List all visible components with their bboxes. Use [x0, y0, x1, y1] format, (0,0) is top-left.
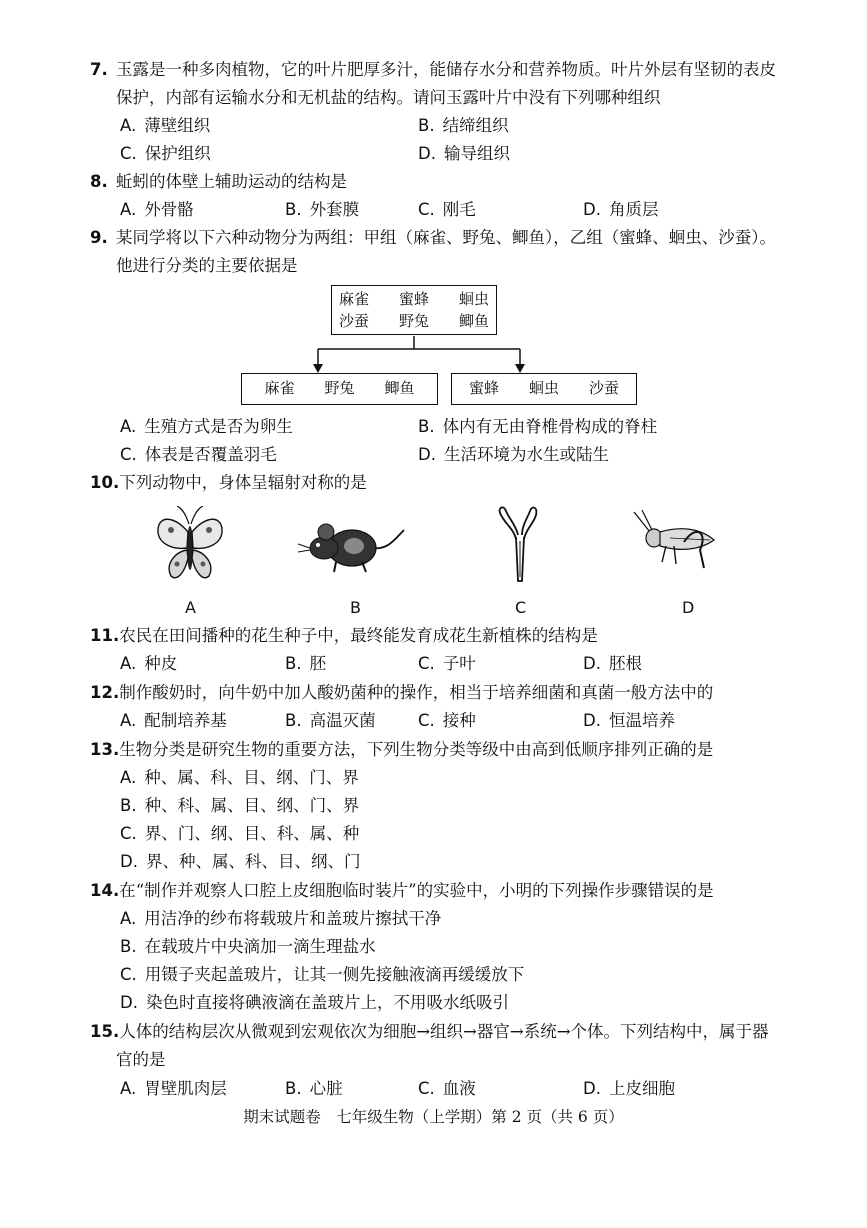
option-a[interactable]: A. 用洁净的纱布将载玻片和盖玻片擦拭干净 [120, 909, 442, 928]
question-number: 11. [90, 626, 120, 645]
option-c[interactable]: C. 子叶 [418, 654, 476, 673]
option-d[interactable]: D. 恒温培养 [583, 711, 675, 730]
question-number: 7. [90, 60, 108, 79]
option-a[interactable]: A. 薄壁组织 [120, 116, 211, 135]
group-yi-box: 蜜蜂 蛔虫 沙蚕 [451, 373, 637, 405]
question-13 [90, 736, 820, 764]
group-jia-box: 麻雀 野兔 鲫鱼 [241, 373, 438, 405]
option-c[interactable]: C. 界、门、纲、目、科、属、种 [120, 824, 360, 843]
option-c[interactable]: C. 用镊子夹起盖玻片，让其一侧先接触液滴再缓缓放下 [120, 965, 525, 984]
option-b[interactable]: B. 心脏 [285, 1079, 343, 1098]
option-d[interactable]: D. 生活环境为水生或陆生 [418, 445, 609, 464]
all-animals-box: 麻雀 蜜蜂 蛔虫 沙蚕 野兔 鲫鱼 [331, 285, 497, 335]
question-stem: 制作酸奶时，向牛奶中加人酸奶菌种的操作，相当于培养细菌和真菌一般方法中的 [119, 683, 714, 702]
question-number: 10. [90, 473, 120, 492]
butterfly-icon [155, 506, 225, 586]
option-a[interactable]: A. 生殖方式是否为卵生 [120, 417, 293, 436]
option-a[interactable]: A. 配制培养基 [120, 711, 227, 730]
question-15 [90, 1018, 820, 1046]
question-9 [90, 224, 820, 252]
page-footer: 期末试题卷 七年级生物（上学期）第 2 页（共 6 页） [243, 1108, 624, 1126]
mouse-icon [296, 516, 406, 576]
option-b[interactable]: B. 种、科、属、目、纲、门、界 [120, 796, 360, 815]
question-10 [90, 469, 820, 497]
question-8 [90, 168, 820, 196]
question-stem: 人体的结构层次从微观到宏观依次为细胞→组织→器官→系统→个体。下列结构中，属于器 [119, 1022, 769, 1041]
option-a[interactable]: A. 种皮 [120, 654, 178, 673]
question-stem: 蚯蚓的体壁上辅助运动的结构是 [116, 172, 347, 191]
grasshopper-icon [630, 510, 720, 580]
option-c[interactable]: C. 刚毛 [418, 200, 476, 219]
figure-label-b: B [350, 598, 361, 617]
question-stem-cont: 他进行分类的主要依据是 [116, 256, 298, 275]
option-b[interactable]: B. 体内有无由脊椎骨构成的脊柱 [418, 417, 658, 436]
question-number: 15. [90, 1022, 120, 1041]
option-c[interactable]: C. 保护组织 [120, 144, 211, 163]
option-b[interactable]: B. 外套膜 [285, 200, 360, 219]
option-b[interactable]: B. 胚 [285, 654, 327, 673]
question-7 [90, 56, 820, 84]
option-a[interactable]: A. 种、属、科、目、纲、门、界 [120, 768, 359, 787]
option-d[interactable]: D. 上皮细胞 [583, 1079, 675, 1098]
question-number: 12. [90, 683, 120, 702]
question-number: 14. [90, 881, 120, 900]
question-11 [90, 622, 820, 650]
option-b[interactable]: B. 在载玻片中央滴加一滴生理盐水 [120, 937, 376, 956]
option-b[interactable]: B. 高温灭菌 [285, 711, 376, 730]
question-number: 9. [90, 228, 108, 247]
question-number: 8. [90, 172, 108, 191]
question-12 [90, 679, 820, 707]
option-a[interactable]: A. 外骨骼 [120, 200, 194, 219]
figure-label-a: A [185, 598, 196, 617]
option-c[interactable]: C. 接种 [418, 711, 476, 730]
question-stem: 在“制作并观察人口腔上皮细胞临时装片”的实验中，小明的下列操作步骤错误的是 [119, 881, 714, 900]
option-d[interactable]: D. 角质层 [583, 200, 659, 219]
option-c[interactable]: C. 血液 [418, 1079, 476, 1098]
option-d[interactable]: D. 输导组织 [418, 144, 510, 163]
figure-label-d: D [682, 598, 695, 617]
question-stem: 玉露是一种多肉植物，它的叶片肥厚多汁，能储存水分和营养物质。叶片外层有坚韧的表皮 [116, 60, 776, 79]
question-stem-cont: 官的是 [116, 1050, 166, 1069]
option-d[interactable]: D. 界、种、属、科、目、纲、门 [120, 852, 361, 871]
option-d[interactable]: D. 胚根 [583, 654, 642, 673]
question-number: 13. [90, 740, 120, 759]
question-stem: 生物分类是研究生物的重要方法，下列生物分类等级中由高到低顺序排列正确的是 [119, 740, 714, 759]
question-14 [90, 877, 820, 905]
question-stem: 某同学将以下六种动物分为两组：甲组（麻雀、野兔、鲫鱼），乙组（蜜蜂、蛔虫、沙蚕）。 [116, 228, 776, 247]
hydra-icon [490, 505, 550, 585]
option-a[interactable]: A. 胃壁肌肉层 [120, 1079, 227, 1098]
question-stem-cont: 保护，内部有运输水分和无机盐的结构。请问玉露叶片中没有下列哪种组织 [116, 88, 661, 107]
option-c[interactable]: C. 体表是否覆盖羽毛 [120, 445, 277, 464]
figure-label-c: C [515, 598, 527, 617]
question-stem: 下列动物中，身体呈辐射对称的是 [119, 473, 367, 492]
option-d[interactable]: D. 染色时直接将碘液滴在盖玻片上，不用吸水纸吸引 [120, 993, 509, 1012]
option-b[interactable]: B. 结缔组织 [418, 116, 509, 135]
question-stem: 农民在田间播种的花生种子中，最终能发育成花生新植株的结构是 [119, 626, 598, 645]
